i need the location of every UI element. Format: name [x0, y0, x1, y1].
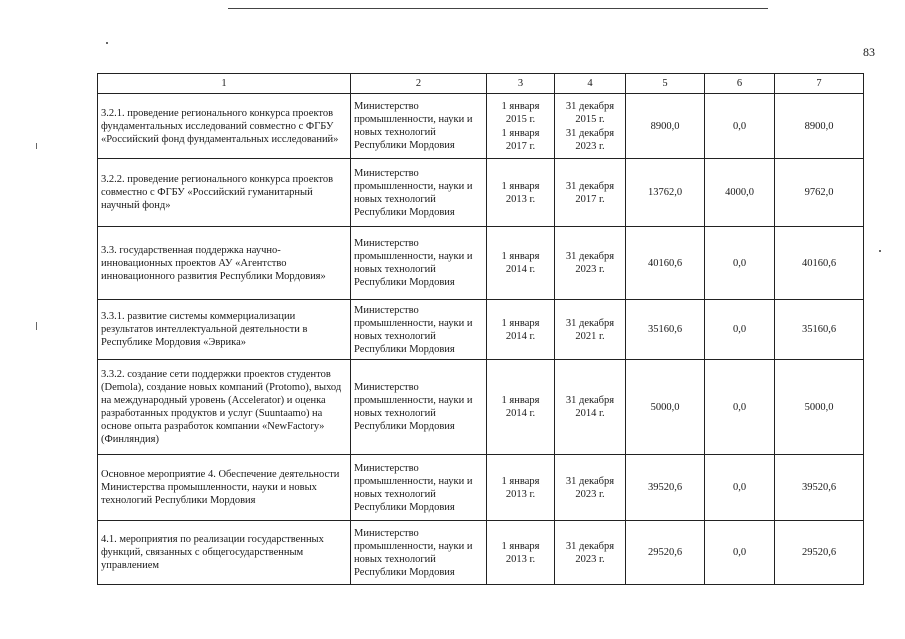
end-date: 31 декабря 2021 г.: [565, 317, 615, 342]
end-date: 31 декабря 2023 г.: [565, 127, 615, 152]
activity-description: 3.3.1. развитие системы коммерциализации результатов интеллектуальной деятельности в Республике Мордовия «Эврика»: [98, 300, 351, 360]
column-header: 3: [487, 74, 555, 94]
start-date-cell: [487, 360, 555, 455]
start-date: 1 января 2014 г.: [501, 317, 540, 342]
start-date-cell: [487, 521, 555, 585]
responsible-organization: Министерство промышленности, науки и новых технологий Республики Мордовия: [351, 94, 487, 159]
column-6-amount: 0,0: [705, 521, 775, 585]
start-date: 1 января 2014 г.: [501, 251, 540, 275]
column-7-amount: 39520,6: [775, 455, 864, 521]
total-amount: 40160,6: [626, 227, 705, 300]
activity-description: 3.3.2. создание сети поддержки проектов студентов (Demola), создание новых компаний (Protomo), выход на международный уровень (Accelerator) и оценка разработанных продуктов и услуг (Suuntaamo) на основе опыта разработок компании «NewFactory» (Финляндия): [98, 360, 351, 455]
total-amount: 29520,6: [626, 521, 705, 585]
responsible-organization: Министерство промышленности, науки и новых технологий Республики Мордовия: [351, 360, 487, 455]
table-row: [98, 300, 864, 360]
table-row: [98, 227, 864, 300]
activity-description: Основное мероприятие 4. Обеспечение деятельности Министерства промышленности, науки и новых технологий Республики Мордовия: [98, 455, 351, 521]
start-date-cell: [487, 94, 555, 159]
total-amount: 13762,0: [626, 159, 705, 227]
scan-speck: [106, 42, 108, 44]
total-amount: 35160,6: [626, 300, 705, 360]
responsible-organization: Министерство промышленности, науки и новых технологий Республики Мордовия: [351, 521, 487, 585]
start-date-cell: [487, 300, 555, 360]
table-row: [98, 159, 864, 227]
start-date: 1 января 2013 г.: [501, 540, 540, 565]
column-header: 6: [705, 74, 775, 94]
responsible-organization: Министерство промышленности, науки и новых технологий Республики Мордовия: [351, 159, 487, 227]
scan-edge-line: [228, 8, 768, 9]
total-amount: 8900,0: [626, 94, 705, 159]
end-date-cell: [555, 300, 626, 360]
table-row: [98, 455, 864, 521]
column-7-amount: 5000,0: [775, 360, 864, 455]
column-6-amount: 0,0: [705, 300, 775, 360]
scan-speck: [879, 250, 881, 252]
column-header: 4: [555, 74, 626, 94]
start-date-cell: [487, 159, 555, 227]
column-header: 1: [98, 74, 351, 94]
column-header: 7: [775, 74, 864, 94]
end-date-cell: [555, 455, 626, 521]
column-6-amount: 4000,0: [705, 159, 775, 227]
column-6-amount: 0,0: [705, 94, 775, 159]
end-date: 31 декабря 2015 г.: [565, 100, 615, 125]
column-7-amount: 35160,6: [775, 300, 864, 360]
column-6-amount: 0,0: [705, 227, 775, 300]
scan-speck: [36, 322, 37, 330]
end-date-cell: [555, 521, 626, 585]
end-date-cell: [555, 227, 626, 300]
end-date: 31 декабря 2014 г.: [565, 395, 615, 419]
responsible-organization: Министерство промышленности, науки и новых технологий Республики Мордовия: [351, 300, 487, 360]
page-number: 83: [863, 45, 875, 59]
activity-description: 4.1. мероприятия по реализации государственных функций, связанных с общегосударственным управлением: [98, 521, 351, 585]
start-date: 1 января 2015 г.: [501, 100, 540, 125]
column-7-amount: 8900,0: [775, 94, 864, 159]
activity-description: 3.3. государственная поддержка научно-инновационных проектов АУ «Агентство инновационного развития Республики Мордовия»: [98, 227, 351, 300]
start-date: 1 января 2014 г.: [501, 395, 540, 419]
activity-description: 3.2.2. проведение регионального конкурса проектов совместно с ФГБУ «Российский гуманитарный научный фонд»: [98, 159, 351, 227]
column-7-amount: 29520,6: [775, 521, 864, 585]
table-row: [98, 94, 864, 159]
start-date: 1 января 2013 г.: [501, 475, 540, 500]
column-7-amount: 9762,0: [775, 159, 864, 227]
header-row: [98, 74, 864, 94]
end-date-cell: [555, 94, 626, 159]
start-date: 1 января 2017 г.: [501, 127, 540, 152]
total-amount: 5000,0: [626, 360, 705, 455]
budget-table: [97, 73, 864, 585]
start-date: 1 января 2013 г.: [501, 180, 540, 205]
table-row: [98, 521, 864, 585]
table-row: [98, 360, 864, 455]
total-amount: 39520,6: [626, 455, 705, 521]
column-6-amount: 0,0: [705, 455, 775, 521]
column-7-amount: 40160,6: [775, 227, 864, 300]
column-header: 5: [626, 74, 705, 94]
column-header: 2: [351, 74, 487, 94]
scan-speck: [36, 143, 37, 149]
end-date: 31 декабря 2023 г.: [565, 251, 615, 275]
end-date-cell: [555, 159, 626, 227]
end-date-cell: [555, 360, 626, 455]
end-date: 31 декабря 2017 г.: [565, 180, 615, 205]
column-6-amount: 0,0: [705, 360, 775, 455]
responsible-organization: Министерство промышленности, науки и новых технологий Республики Мордовия: [351, 227, 487, 300]
activity-description: 3.2.1. проведение регионального конкурса проектов фундаментальных исследований совместно с ФГБУ «Российский фонд фундаментальных исследований»: [98, 94, 351, 159]
start-date-cell: [487, 455, 555, 521]
end-date: 31 декабря 2023 г.: [565, 540, 615, 565]
responsible-organization: Министерство промышленности, науки и новых технологий Республики Мордовия: [351, 455, 487, 521]
start-date-cell: [487, 227, 555, 300]
end-date: 31 декабря 2023 г.: [565, 475, 615, 500]
